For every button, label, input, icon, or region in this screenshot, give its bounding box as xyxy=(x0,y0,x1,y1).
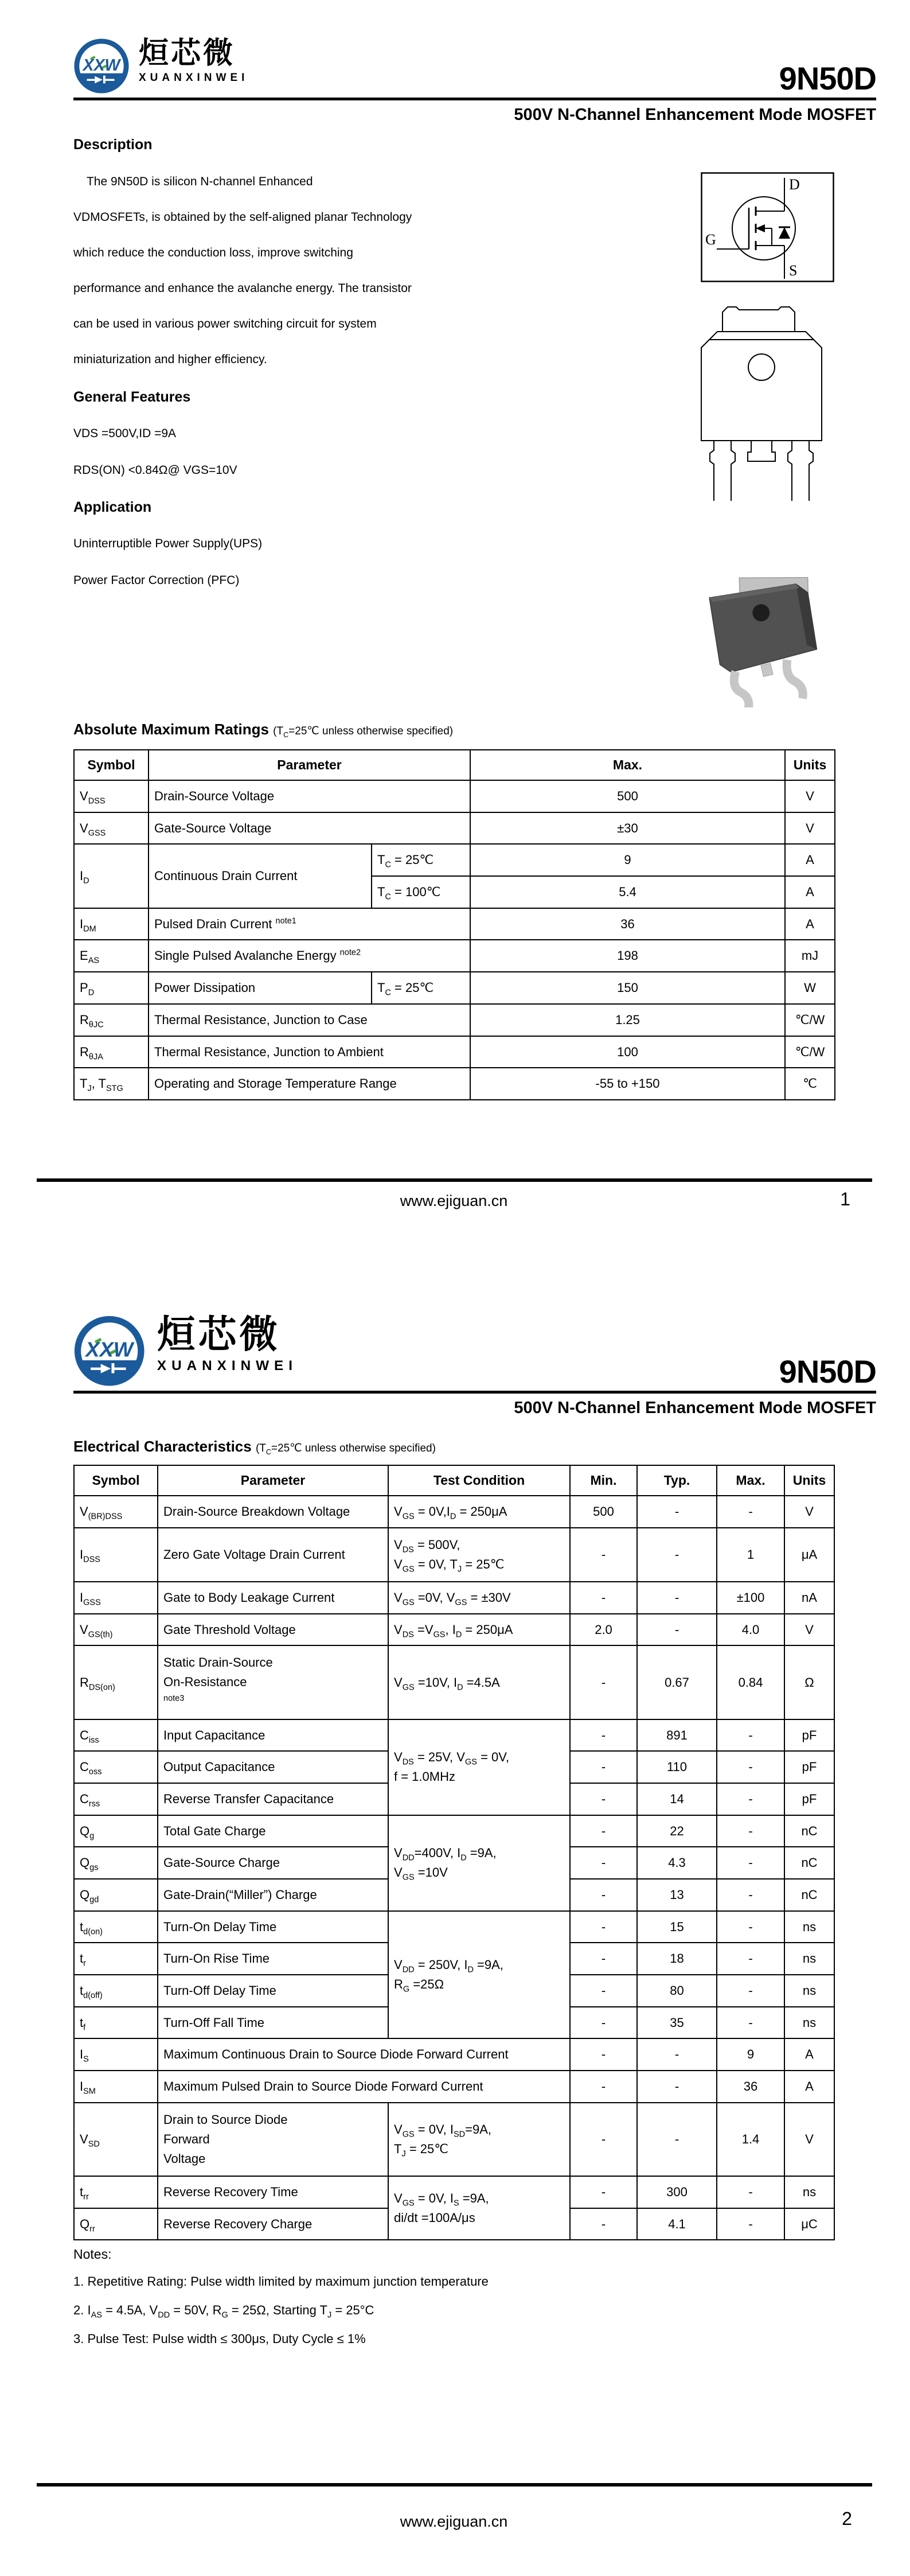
table-cell: ns xyxy=(784,1911,834,1943)
table-cell: 35 xyxy=(637,2007,717,2039)
table-cell: - xyxy=(570,1879,637,1911)
amr-title-text: Absolute Maximum Ratings xyxy=(73,721,269,738)
table-cell: pF xyxy=(784,1719,834,1752)
package-outline-drawing xyxy=(690,303,833,501)
table-cell: $Q_g$ xyxy=(74,1815,158,1847)
table-cell: $V_{GS} =0V$, $V_{GS} = \pm 30V$ xyxy=(388,1582,570,1614)
amr-title-note: ($T_C=25℃$ unless otherwise specified) xyxy=(273,725,454,739)
table-cell: - xyxy=(570,1975,637,2007)
table-cell: - xyxy=(570,1943,637,1975)
table-row xyxy=(74,1719,834,1752)
table-cell: 80 xyxy=(637,1975,717,2007)
table-cell: Turn-Off Delay Time xyxy=(158,1975,388,2007)
description-heading: Description xyxy=(73,137,153,153)
table-cell: 500 xyxy=(470,780,785,812)
table-cell: μA xyxy=(784,1528,834,1582)
table-cell: $V_{GSS}$ xyxy=(74,812,149,845)
table-header-row xyxy=(74,750,835,780)
table-cell: A xyxy=(785,908,835,940)
table-cell: Maximum Pulsed Drain to Source Diode Forward Current xyxy=(158,2071,570,2103)
table-cell: - xyxy=(637,2103,717,2176)
column-header: Symbol xyxy=(74,1465,158,1496)
table-cell: - xyxy=(717,1751,784,1783)
page-number: 2 xyxy=(842,2508,852,2529)
table-row xyxy=(74,1815,834,1847)
table-row xyxy=(74,1528,834,1582)
text-line: VDMOSFETs, is obtained by the self-aligned planar Technology xyxy=(73,211,412,224)
table-cell: $t_{d(on)}$ xyxy=(74,1911,158,1943)
table-cell: Thermal Resistance, Junction to Case xyxy=(149,1004,470,1036)
mosfet-symbol-diagram xyxy=(701,172,834,282)
notes-heading: Notes: xyxy=(73,2247,112,2262)
table-cell: 5.4 xyxy=(470,876,785,908)
ec-title-text: Electrical Characteristics xyxy=(73,1438,252,1455)
note-item: 1. Repetitive Rating: Pulse width limited by maximum junction temperature xyxy=(73,2274,489,2289)
table-cell: $V_{(BR)DSS}$ xyxy=(74,1496,158,1528)
table-cell: Thermal Resistance, Junction to Ambient xyxy=(149,1036,470,1068)
drain-label: D xyxy=(789,176,800,193)
table-cell: - xyxy=(717,1911,784,1943)
table-cell: - xyxy=(717,1496,784,1528)
amr-table xyxy=(73,749,835,1100)
cell-line: note3 xyxy=(163,1694,185,1704)
table-row xyxy=(74,1004,835,1036)
table-row xyxy=(74,940,835,972)
table-cell: 36 xyxy=(470,908,785,940)
table-cell: - xyxy=(717,2007,784,2039)
cell-line: di/dt =100A/μs xyxy=(394,2210,475,2225)
table-row xyxy=(74,1614,834,1646)
table-cell: V xyxy=(784,1496,834,1528)
table-cell: 0.67 xyxy=(637,1645,717,1719)
table-cell: $V_{GS} =10V$, $I_D =4.5A$ xyxy=(388,1645,570,1719)
table-cell: - xyxy=(717,2176,784,2208)
cell-line: On-Resistance xyxy=(163,1675,247,1690)
table-cell: nC xyxy=(784,1879,834,1911)
text-line: Power Factor Correction (PFC) xyxy=(73,574,240,587)
table-cell: 4.3 xyxy=(637,1847,717,1879)
table-cell: 300 xyxy=(637,2176,717,2208)
company-logo xyxy=(73,1315,298,1387)
text-line: which reduce the conduction loss, improve switching xyxy=(73,246,353,259)
table-cell: - xyxy=(637,1528,717,1582)
table-cell: $C_{oss}$ xyxy=(74,1751,158,1783)
table-cell: Operating and Storage Temperature Range xyxy=(149,1068,470,1100)
table-cell: 13 xyxy=(637,1879,717,1911)
table-cell: 18 xyxy=(637,1943,717,1975)
table-cell: 15 xyxy=(637,1911,717,1943)
table-cell: - xyxy=(570,1528,637,1582)
table-cell: Turn-On Rise Time xyxy=(158,1943,388,1975)
note-item: 3. Pulse Test: Pulse width ≤ 300μs, Duty Cycle ≤ 1% xyxy=(73,2332,366,2346)
cell-line: $V_{DD}=400V$, $I_D =9A$, xyxy=(394,1846,497,1863)
table-row xyxy=(74,2176,834,2208)
table-cell: Output Capacitance xyxy=(158,1751,388,1783)
table-cell: A xyxy=(784,2071,834,2103)
table-cell: 110 xyxy=(637,1751,717,1783)
table-cell: $V_{GS} = 0V,I_D = 250\mu A$ xyxy=(388,1496,570,1528)
gate-label: G xyxy=(705,231,716,248)
table-cell: - xyxy=(570,1911,637,1943)
table-cell: - xyxy=(637,2071,717,2103)
table-cell: 1.4 xyxy=(717,2103,784,2176)
table-cell: - xyxy=(637,2038,717,2071)
table-cell xyxy=(158,2103,388,2176)
table-cell: $V_{DSS}$ xyxy=(74,780,149,812)
table-cell xyxy=(158,1645,388,1719)
table-cell: - xyxy=(570,2103,637,2176)
table-cell: - xyxy=(570,1815,637,1847)
table-cell: Gate-Source Voltage xyxy=(149,812,470,845)
table-cell: ns xyxy=(784,1943,834,1975)
text-line: performance and enhance the avalanche energy. The transistor xyxy=(73,282,412,295)
table-cell: $Q_{rr}$ xyxy=(74,2208,158,2240)
table-cell: 1.25 xyxy=(470,1004,785,1036)
table-cell: ℃ xyxy=(785,1068,835,1100)
table-cell: A xyxy=(784,2038,834,2071)
table-cell: V xyxy=(785,780,835,812)
table-row xyxy=(74,844,835,876)
table-cell: $T_C$ = 100℃ xyxy=(372,876,470,908)
table-cell: 100 xyxy=(470,1036,785,1068)
table-cell: $t_r$ xyxy=(74,1943,158,1975)
table-cell: $C_{rss}$ xyxy=(74,1783,158,1815)
table-cell xyxy=(388,2103,570,2176)
table-cell: 4.1 xyxy=(637,2208,717,2240)
column-header: Max. xyxy=(717,1465,784,1496)
table-cell: Gate-Drain(“Miller”) Charge xyxy=(158,1879,388,1911)
table-cell: mJ xyxy=(785,940,835,972)
table-cell: - xyxy=(717,1879,784,1911)
column-header: Units xyxy=(785,750,835,780)
table-row xyxy=(74,2071,834,2103)
table-cell: $T_J$, $T_{STG}$ xyxy=(74,1068,149,1100)
table-cell: 2.0 xyxy=(570,1614,637,1646)
table-cell: - xyxy=(570,1719,637,1752)
table-cell: 500 xyxy=(570,1496,637,1528)
logo-monogram: XXW xyxy=(85,1337,134,1361)
column-header: Parameter xyxy=(158,1465,388,1496)
table-cell: μC xyxy=(784,2208,834,2240)
features-heading: General Features xyxy=(73,389,191,405)
features-list xyxy=(73,415,237,489)
ec-table xyxy=(73,1465,835,2240)
table-cell: $Q_{gd}$ xyxy=(74,1879,158,1911)
column-header: Min. xyxy=(570,1465,637,1496)
page-number: 1 xyxy=(840,1189,850,1209)
table-cell: ns xyxy=(784,2007,834,2039)
table-cell: 1 xyxy=(717,1528,784,1582)
cell-line: $V_{GS} =10V$ xyxy=(394,1865,448,1882)
table-cell: ±30 xyxy=(470,812,785,845)
table-cell: - xyxy=(717,2208,784,2240)
footer-url: www.ejiguan.cn xyxy=(400,1192,508,1209)
table-cell: - xyxy=(570,2208,637,2240)
table-cell: $T_C$ = 25℃ xyxy=(372,844,470,876)
table-cell: Power Dissipation xyxy=(149,972,372,1004)
table-cell: pF xyxy=(784,1751,834,1783)
footer-rule xyxy=(37,2483,872,2486)
table-cell: nA xyxy=(784,1582,834,1614)
table-cell: Ω xyxy=(784,1645,834,1719)
table-cell: V xyxy=(784,2103,834,2176)
table-cell: $E_{AS}$ xyxy=(74,940,149,972)
table-cell: - xyxy=(717,1815,784,1847)
table-cell: - xyxy=(717,1783,784,1815)
table-cell: $R_{\theta JA}$ xyxy=(74,1036,149,1068)
cell-line: Forward xyxy=(163,2131,210,2146)
table-cell xyxy=(388,1528,570,1582)
table-row xyxy=(74,972,835,1004)
table-cell: nC xyxy=(784,1847,834,1879)
table-cell: - xyxy=(717,1975,784,2007)
table-cell: 9 xyxy=(470,844,785,876)
table-cell: Maximum Continuous Drain to Source Diode Forward Current xyxy=(158,2038,570,2071)
cell-line: $V_{DS} = 500V$, xyxy=(394,1537,460,1555)
page-subtitle: 500V N-Channel Enhancement Mode MOSFET xyxy=(514,106,876,124)
text-line: RDS(ON) <0.84Ω@ VGS=10V xyxy=(73,464,237,477)
logo-english-name: XUANXINWEI xyxy=(157,1358,298,1373)
table-cell: - xyxy=(717,1847,784,1879)
description-paragraph xyxy=(73,164,521,378)
table-cell xyxy=(388,1815,570,1911)
table-row xyxy=(74,1645,834,1719)
table-cell: - xyxy=(570,1783,637,1815)
table-cell: - xyxy=(570,1751,637,1783)
header-rule xyxy=(73,1391,876,1394)
cell-line: $V_{GS} = 0V$, $I_{SD}=9A$, xyxy=(394,2122,492,2139)
table-row xyxy=(74,1496,834,1528)
column-header: Units xyxy=(784,1465,834,1496)
table-cell: - xyxy=(570,1847,637,1879)
table-cell: Gate-Source Charge xyxy=(158,1847,388,1879)
logo-english-name: XUANXINWEI xyxy=(139,71,249,84)
ec-title-note: ($T_C=25℃$ unless otherwise specified) xyxy=(255,1442,436,1456)
logo-chinese-name: 烜芯微 xyxy=(157,1313,280,1356)
table-row xyxy=(74,780,835,812)
table-cell: $R_{DS(on)}$ xyxy=(74,1645,158,1719)
table-cell: ns xyxy=(784,1975,834,2007)
table-cell: - xyxy=(717,1719,784,1752)
table-cell: $Q_{gs}$ xyxy=(74,1847,158,1879)
table-cell: Gate to Body Leakage Current xyxy=(158,1582,388,1614)
notes-list xyxy=(73,2267,761,2353)
table-cell: ℃/W xyxy=(785,1036,835,1068)
cell-line: Drain to Source Diode xyxy=(163,2112,288,2127)
table-row xyxy=(74,812,835,845)
table-cell: - xyxy=(570,1645,637,1719)
text-line: miniaturization and higher efficiency. xyxy=(73,353,267,366)
table-cell: pF xyxy=(784,1783,834,1815)
table-cell: Drain-Source Breakdown Voltage xyxy=(158,1496,388,1528)
table-cell: $t_{d(off)}$ xyxy=(74,1975,158,2007)
table-cell: nC xyxy=(784,1815,834,1847)
table-cell xyxy=(388,2176,570,2240)
table-cell: 36 xyxy=(717,2071,784,2103)
header-rule xyxy=(73,98,876,100)
table-cell: $I_{SM}$ xyxy=(74,2071,158,2103)
table-cell: V xyxy=(784,1614,834,1646)
table-cell: $t_{rr}$ xyxy=(74,2176,158,2208)
table-cell: Drain-Source Voltage xyxy=(149,780,470,812)
table-cell: - xyxy=(570,2176,637,2208)
table-cell: Turn-Off Fall Time xyxy=(158,2007,388,2039)
table-cell: 4.0 xyxy=(717,1614,784,1646)
table-row xyxy=(74,2103,834,2176)
table-row xyxy=(74,1036,835,1068)
table-cell: $I_{GSS}$ xyxy=(74,1582,158,1614)
column-header: Parameter xyxy=(149,750,470,780)
amr-title xyxy=(73,721,453,738)
cell-line: $V_{DS} = 25V$, $V_{GS} = 0V$, xyxy=(394,1749,510,1767)
cell-line: Static Drain-Source xyxy=(163,1655,273,1670)
table-header-row xyxy=(74,1465,834,1496)
cell-line: $V_{GS} = 0V$, $I_S =9A$, xyxy=(394,2190,489,2208)
source-label: S xyxy=(789,262,798,279)
column-header: Test Condition xyxy=(388,1465,570,1496)
table-cell: 198 xyxy=(470,940,785,972)
table-cell: 9 xyxy=(717,2038,784,2071)
table-cell: - xyxy=(570,1582,637,1614)
text-line: The 9N50D is silicon N-channel Enhanced xyxy=(73,175,313,188)
page-subtitle: 500V N-Channel Enhancement Mode MOSFET xyxy=(514,1399,876,1417)
table-cell: Total Gate Charge xyxy=(158,1815,388,1847)
table-cell: ±100 xyxy=(717,1582,784,1614)
logo-chinese-name: 烜芯微 xyxy=(139,37,236,70)
part-number: 9N50D xyxy=(779,60,876,96)
ec-title xyxy=(73,1438,436,1456)
table-cell: $t_f$ xyxy=(74,2007,158,2039)
table-cell: - xyxy=(570,2038,637,2071)
footer-rule xyxy=(37,1178,872,1182)
table-cell: $I_{DM}$ xyxy=(74,908,149,940)
column-header: Symbol xyxy=(74,750,149,780)
table-cell xyxy=(388,1719,570,1815)
table-cell: Input Capacitance xyxy=(158,1719,388,1752)
table-cell: Zero Gate Voltage Drain Current xyxy=(158,1528,388,1582)
company-logo xyxy=(73,38,248,94)
column-header: Typ. xyxy=(637,1465,717,1496)
table-cell: $V_{DS} =V_{GS}$, $I_D = 250\mu A$ xyxy=(388,1614,570,1646)
table-cell: W xyxy=(785,972,835,1004)
table-cell: - xyxy=(570,2007,637,2039)
table-cell: $I_D$ xyxy=(74,844,149,908)
table-cell: $C_{iss}$ xyxy=(74,1719,158,1752)
cell-line: Voltage xyxy=(163,2151,206,2166)
table-cell: 22 xyxy=(637,1815,717,1847)
table-cell: Pulsed Drain Current $^{note1}$ xyxy=(149,908,470,940)
table-row xyxy=(74,1068,835,1100)
table-cell: 14 xyxy=(637,1783,717,1815)
part-number: 9N50D xyxy=(779,1353,876,1390)
text-line: Uninterruptible Power Supply(UPS) xyxy=(73,537,263,550)
table-cell: Reverse Recovery Charge xyxy=(158,2208,388,2240)
table-cell: $I_{DSS}$ xyxy=(74,1528,158,1582)
table-cell: ns xyxy=(784,2176,834,2208)
cell-line: $V_{GS} = 0V$, $T_J$ = 25℃ xyxy=(394,1557,505,1574)
table-cell: 891 xyxy=(637,1719,717,1752)
table-cell xyxy=(388,1911,570,2039)
table-cell: $R_{\theta JC}$ xyxy=(74,1004,149,1036)
table-cell: Gate Threshold Voltage xyxy=(158,1614,388,1646)
logo-monogram: XXW xyxy=(83,56,120,75)
table-cell: $V_{GS(th)}$ xyxy=(74,1614,158,1646)
table-cell: V xyxy=(785,812,835,845)
note-item: 2. $I_{AS} = 4.5A$, $V_{DD} = 50V$, $R_G = 25\Omega$, Starting $T_J = 25^\circ C$ xyxy=(73,2303,374,2320)
table-cell: Continuous Drain Current xyxy=(149,844,372,908)
table-cell: - xyxy=(570,2071,637,2103)
table-cell: 150 xyxy=(470,972,785,1004)
table-cell: Reverse Transfer Capacitance xyxy=(158,1783,388,1815)
logo-mark-icon xyxy=(73,1315,145,1387)
table-cell: - xyxy=(637,1496,717,1528)
cell-line: $V_{DD} = 250V$, $I_D =9A$, xyxy=(394,1957,503,1975)
cell-line: $T_J$ = 25℃ xyxy=(394,2141,448,2159)
footer-url: www.ejiguan.cn xyxy=(400,2513,508,2530)
table-cell: A xyxy=(785,844,835,876)
application-heading: Application xyxy=(73,499,152,515)
table-row xyxy=(74,2038,834,2071)
table-cell: ℃/W xyxy=(785,1004,835,1036)
text-line: can be used in various power switching circuit for system xyxy=(73,317,377,330)
table-cell: - xyxy=(637,1614,717,1646)
table-cell: Single Pulsed Avalanche Energy $^{note2}$ xyxy=(149,940,470,972)
table-cell: A xyxy=(785,876,835,908)
table-cell: 0.84 xyxy=(717,1645,784,1719)
package-3d-image xyxy=(695,555,830,707)
table-cell: - xyxy=(637,1582,717,1614)
table-row xyxy=(74,1911,834,1943)
table-row xyxy=(74,908,835,940)
table-cell: $P_D$ xyxy=(74,972,149,1004)
cell-line: f = 1.0MHz xyxy=(394,1769,455,1784)
application-list xyxy=(73,526,262,599)
logo-mark-icon xyxy=(73,38,130,94)
table-cell: Turn-On Delay Time xyxy=(158,1911,388,1943)
text-line: VDS =500V,ID =9A xyxy=(73,427,177,440)
table-cell: -55 to +150 xyxy=(470,1068,785,1100)
table-cell: $T_C$ = 25℃ xyxy=(372,972,470,1004)
column-header: Max. xyxy=(470,750,785,780)
table-row xyxy=(74,1582,834,1614)
table-cell: Reverse Recovery Time xyxy=(158,2176,388,2208)
table-cell: $I_S$ xyxy=(74,2038,158,2071)
cell-line: $R_G =25\Omega$ xyxy=(394,1977,444,1994)
table-cell: $V_{SD}$ xyxy=(74,2103,158,2176)
table-cell: - xyxy=(717,1943,784,1975)
